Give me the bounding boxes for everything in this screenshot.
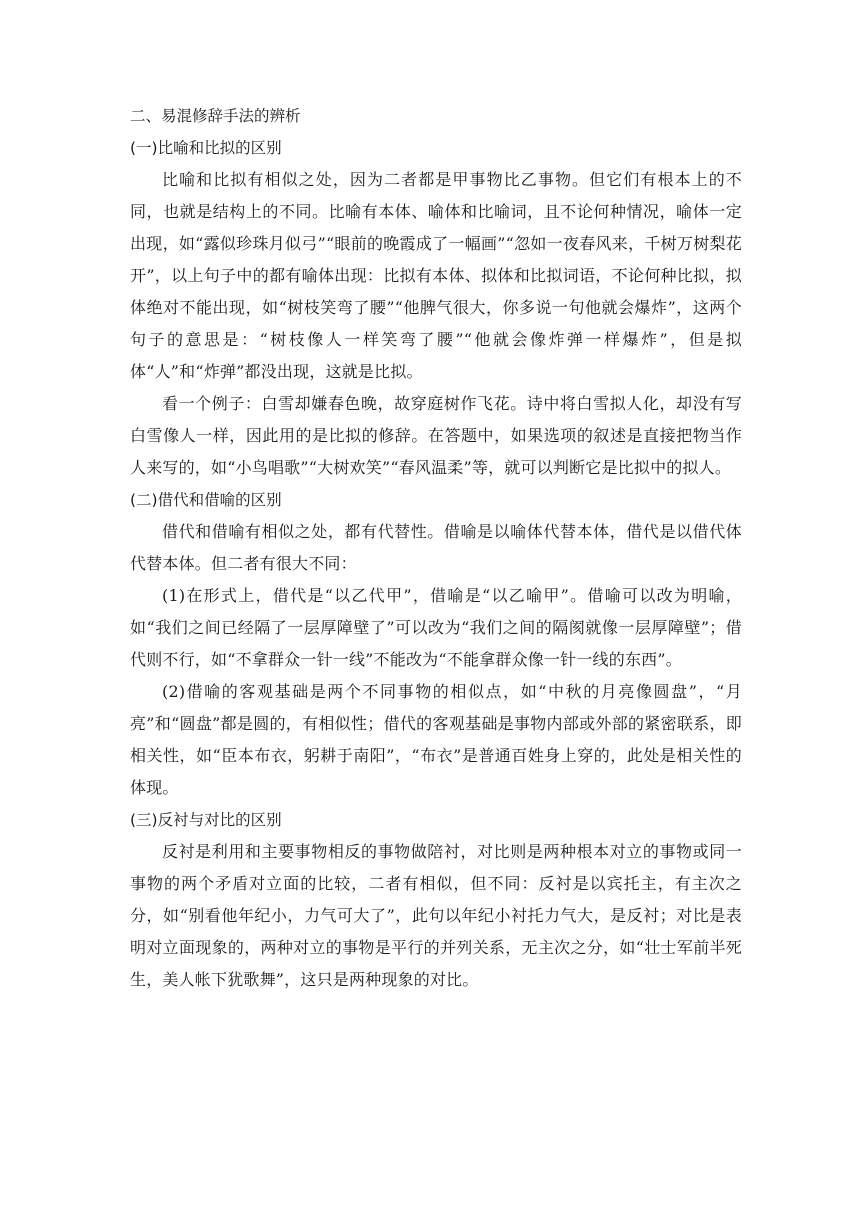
paragraph-1-1: 比喻和比拟有相似之处，因为二者都是甲事物比乙事物。但它们有根本上的不同，也就是结构上的不同。比喻有本体、喻体和比喻词，且不论何种情况，喻体一定出现，如“露似珍珠月似弓”“眼前的晚霞成了一幅画”“忽如一夜春风来，千树万树梨花开”，以上句子中的都有喻体出现：比拟有本体、拟体和比拟词语，不论何种比拟，拟体绝对不能出现，如“树枝笑弯了腰”“他脾气很大，你多说一句他就会爆炸”，这两个句子的意思是：“树枝像人一样笑弯了腰”“他就会像炸弹一样爆炸”，但是拟体“人”和“炸弹”都没出现，这就是比拟。	[130, 170, 742, 381]
paragraph-1-2: 看一个例子：白雪却嫌春色晚，故穿庭树作飞花。诗中将白雪拟人化，却没有写白雪像人一样，因此用的是比拟的修辞。在答题中，如果选项的叙述是直接把物当作人来写的，如“小鸟唱歌”“大树欢笑”“春风温柔”等，就可以判断它是比拟中的拟人。	[130, 394, 742, 477]
document-page	[130, 100, 742, 996]
section-title: 二、易混修辞手法的辨析	[130, 107, 301, 125]
part-heading-1: (一)比喻和比拟的区别	[130, 139, 282, 157]
part-heading-2: (二)借代和借喻的区别	[130, 491, 282, 509]
paragraph-2-1: 借代和借喻有相似之处，都有代替性。借喻是以喻体代替本体，借代是以借代体代替本体。但二者有很大不同：	[130, 522, 742, 573]
paragraph-2-2: (1)在形式上，借代是“以乙代甲”，借喻是“以乙喻甲”。借喻可以改为明喻，如“我们之间已经隔了一层厚障壁了”可以改为“我们之间的隔阂就像一层厚障壁”；借代则不行，如“不拿群众一针一线”不能改为“不能拿群众像一针一线的东西”。	[130, 586, 742, 669]
paragraph-2-3: (2)借喻的客观基础是两个不同事物的相似点，如“中秋的月亮像圆盘”，“月亮”和“圆盘”都是圆的，有相似性；借代的客观基础是事物内部或外部的紧密联系，即相关性，如“臣本布衣，躬耕于南阳”，“布衣”是普通百姓身上穿的，此处是相关性的体现。	[130, 682, 742, 797]
paragraph-3-1: 反衬是利用和主要事物相反的事物做陪衬，对比则是两种根本对立的事物或同一事物的两个矛盾对立面的比较，二者有相似，但不同：反衬是以宾托主，有主次之分，如“别看他年纪小，力气可大了”，此句以年纪小衬托力气大，是反衬；对比是表明对立面现象的，两种对立的事物是平行的并列关系，无主次之分，如“壮士军前半死生，美人帐下犹歌舞”，这只是两种现象的对比。	[130, 842, 742, 989]
part-heading-3: (三)反衬与对比的区别	[130, 811, 282, 829]
